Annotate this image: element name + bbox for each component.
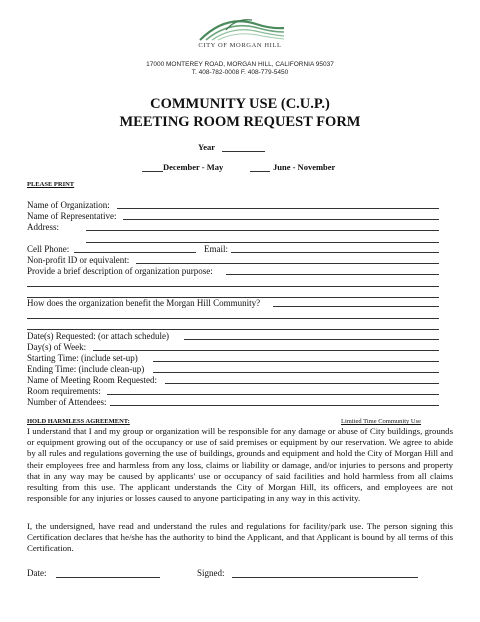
season-2-label: June - November bbox=[273, 162, 336, 172]
benefit-field-2[interactable] bbox=[27, 318, 439, 319]
nonprofit-label: Non-profit ID or equivalent: bbox=[27, 255, 130, 265]
limited-use-note: Limited Time Community Use bbox=[341, 418, 421, 425]
days-field[interactable] bbox=[93, 350, 439, 351]
season-1-checkbox[interactable] bbox=[142, 171, 163, 172]
season-1-label: December - May bbox=[163, 162, 224, 172]
signature-field[interactable] bbox=[232, 577, 418, 578]
room-name-label: Name of Meeting Room Requested: bbox=[27, 375, 157, 385]
description-field-1[interactable] bbox=[226, 274, 439, 275]
city-address: 17000 MONTEREY ROAD, MORGAN HILL, CALIFORNIA 95037 bbox=[146, 61, 334, 68]
start-time-field[interactable] bbox=[153, 361, 439, 362]
city-name: CITY OF MORGAN HILL bbox=[198, 42, 282, 49]
benefit-label: How does the organization benefit the Morgan Hill Community? bbox=[27, 298, 261, 308]
attendees-field[interactable] bbox=[110, 405, 439, 406]
address-field-1[interactable] bbox=[86, 230, 439, 231]
hold-harmless-heading: HOLD HARMLESS AGREEMENT: bbox=[27, 418, 130, 425]
room-name-field[interactable] bbox=[165, 383, 439, 384]
dates-field[interactable] bbox=[184, 339, 439, 340]
email-field[interactable] bbox=[231, 252, 439, 253]
description-label: Provide a brief description of organization purpose: bbox=[27, 266, 213, 276]
description-field-2[interactable] bbox=[27, 286, 439, 287]
cell-phone-label: Cell Phone: bbox=[27, 244, 70, 254]
hold-harmless-text: I understand that I and my group or organization will be responsible for any damage or abuse of City buildings, grounds or equipment growing out of the occupancy or use of said premises or equipment by our reservation. We agree to abide by all rules and regulations governing the use of buildings, grounds and equipment and hold the City of Morgan Hill and their employees free and harmless from any loss, claims or liability or damage, and/or injuries to persons and property that in any way may be caused by applicants' use or occupancy of said facilities and hold harmless from all claims resulting from this use. The applicant understands the City of Morgan Hill, its officers, and employees are not responsible for any injuries or losses caused to anyone participating in any way in this activity. bbox=[27, 426, 453, 504]
date-label: Date: bbox=[27, 568, 47, 578]
organization-field[interactable] bbox=[117, 208, 439, 209]
cell-phone-field[interactable] bbox=[74, 252, 196, 253]
dates-label: Date(s) Requested: (or attach schedule) bbox=[27, 331, 169, 341]
end-time-field[interactable] bbox=[153, 372, 439, 373]
email-label: Email: bbox=[204, 244, 228, 254]
address-label: Address: bbox=[27, 222, 59, 232]
start-time-label: Starting Time: (include set-up) bbox=[27, 353, 138, 363]
city-phone-fax: T. 408-782-0008 F. 408-779-5450 bbox=[191, 69, 289, 76]
date-field[interactable] bbox=[56, 577, 160, 578]
organization-label: Name of Organization: bbox=[27, 200, 110, 210]
room-req-field[interactable] bbox=[107, 394, 439, 395]
nonprofit-field[interactable] bbox=[136, 263, 439, 264]
benefit-field-3[interactable] bbox=[27, 329, 439, 330]
benefit-field-1[interactable] bbox=[273, 306, 439, 307]
room-req-label: Room requirements: bbox=[27, 386, 101, 396]
representative-label: Name of Representative: bbox=[27, 211, 117, 221]
days-label: Day(s) of Week: bbox=[27, 342, 87, 352]
year-label: Year bbox=[198, 142, 215, 152]
please-print-label: PLEASE PRINT bbox=[27, 181, 75, 188]
year-field[interactable] bbox=[222, 151, 265, 152]
season-2-checkbox[interactable] bbox=[250, 171, 270, 172]
address-field-2[interactable] bbox=[86, 242, 439, 243]
attendees-label: Number of Attendees: bbox=[27, 397, 107, 407]
end-time-label: Ending Time: (include clean-up) bbox=[27, 364, 145, 374]
representative-field[interactable] bbox=[123, 219, 439, 220]
signed-label: Signed: bbox=[197, 568, 225, 578]
form-title-line2: MEETING ROOM REQUEST FORM bbox=[119, 114, 361, 130]
city-logo bbox=[196, 10, 288, 44]
certification-text: I, the undersigned, have read and understand the rules and regulations for facility/park use. The person signing this Certification declares that he/she has the authority to bind the Applicant, and that Applicant is bound by all terms of this Certification. bbox=[27, 521, 453, 554]
form-title-line1: COMMUNITY USE (C.U.P.) bbox=[150, 96, 330, 112]
